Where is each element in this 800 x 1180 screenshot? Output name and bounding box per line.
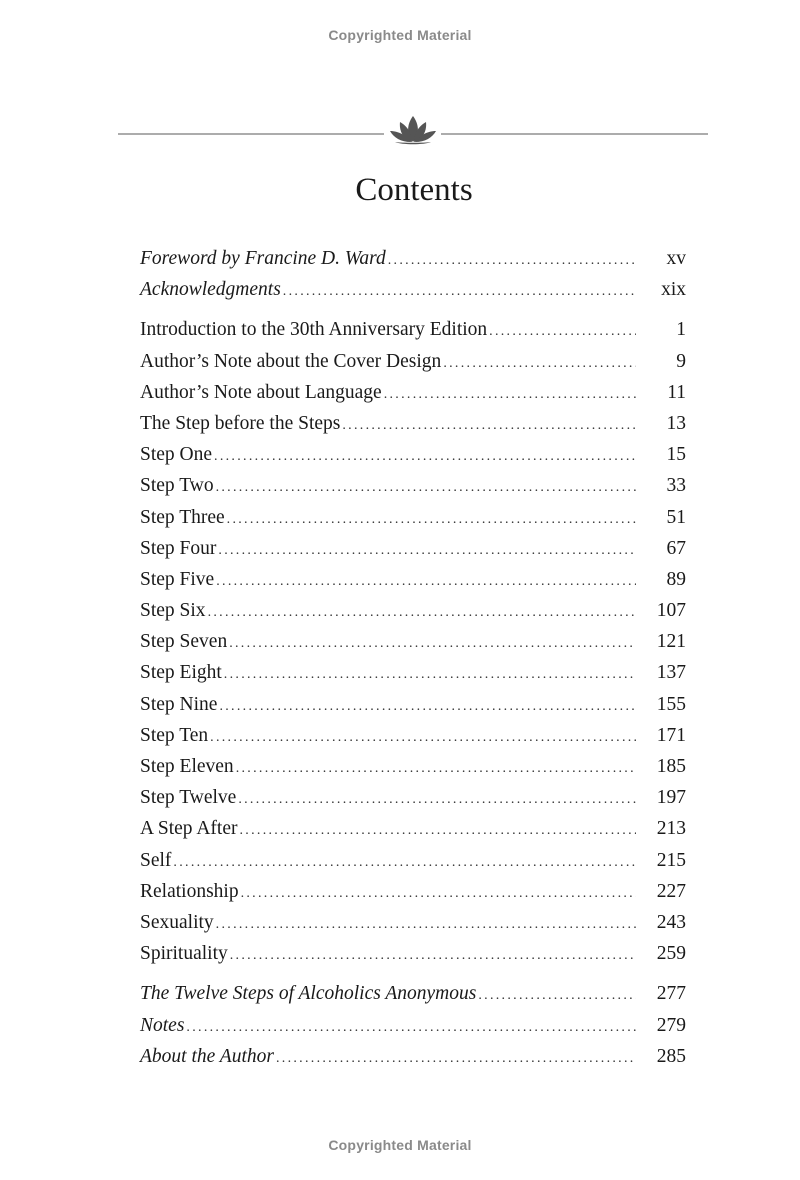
toc-leader-dots [173,847,636,878]
toc-entry-title: Step Six [140,600,206,622]
toc-entry [140,938,686,969]
toc-entry [140,657,686,688]
toc-entry [140,274,686,305]
toc-entry [140,782,686,813]
toc-entry-page: 215 [656,849,686,871]
toc-entry-page: 9 [676,350,686,372]
toc-entry-page: xv [666,248,686,269]
lotus-icon [390,116,436,144]
toc-entry-title: Self [140,849,172,871]
toc-entry-page: 11 [667,381,686,403]
toc-entry [140,595,686,626]
toc-entry-title: Foreword by Francine D. Ward [140,248,386,269]
toc-leader-dots [478,980,636,1011]
toc-entry-title: Step Eight [140,662,222,684]
toc-entry [140,1010,686,1041]
toc-entry [140,533,686,564]
toc-entry-page: 51 [666,506,686,528]
toc-leader-dots [240,815,637,846]
toc-entry [140,314,686,345]
toc-entry-title: Acknowledgments [140,279,281,301]
toc-entry [140,626,686,657]
toc-leader-dots [216,909,636,940]
toc-leader-dots [214,441,636,472]
toc-entry-title: Author’s Note about the Cover Design [140,350,442,372]
toc-entry [140,907,686,938]
toc-entry-title: Step Seven [140,631,228,653]
toc-entry-title: Introduction to the 30th Anniversary Edition [140,319,488,341]
toc-entry-title: Sexuality [140,911,214,933]
toc-leader-dots [230,940,636,971]
toc-leader-dots [227,504,636,535]
toc-leader-dots [238,784,636,815]
toc-entry-title: About the Author [140,1045,274,1067]
toc-entry-title: Step Twelve [140,787,237,809]
toc-entry-title: Step Nine [140,693,218,715]
toc-entry-page: 33 [666,475,686,497]
toc-entry [140,243,686,274]
toc-leader-dots [342,410,636,441]
toc-entry-title: Step Two [140,475,214,497]
toc-leader-dots [388,245,636,276]
toc-leader-dots [216,472,636,503]
copyright-watermark-top: Copyrighted Material [328,27,472,43]
toc-back-matter [140,978,686,1072]
toc-entry-page: 213 [656,818,686,840]
toc-entry-page: 259 [656,943,686,965]
toc-leader-dots [241,878,636,909]
toc-entry [140,502,686,533]
toc-entry-title: Step Five [140,568,215,590]
toc-entry-title: Author’s Note about Language [140,381,382,403]
toc-entry-page: 227 [656,880,686,902]
toc-entry-page: 121 [656,631,686,653]
toc-entry-title: The Step before the Steps [140,412,341,434]
toc-leader-dots [384,379,636,410]
toc-entry-page: 243 [656,911,686,933]
toc-leader-dots [224,659,636,690]
toc-entry-title: Relationship [140,880,239,902]
toc-entry [140,978,686,1009]
copyright-watermark-bottom: Copyrighted Material [328,1137,472,1153]
toc-leader-dots [186,1012,636,1043]
toc-leader-dots [219,691,636,722]
toc-entry-page: 279 [656,1014,686,1036]
page-title: Contents [355,172,473,208]
toc-entry-title: The Twelve Steps of Alcoholics Anonymous [140,983,477,1005]
toc-entry-title: Step Four [140,537,217,559]
toc-entry [140,470,686,501]
toc-entry [140,689,686,720]
toc-entry-page: 15 [666,444,686,466]
toc-entry [140,876,686,907]
toc-leader-dots [276,1043,636,1074]
toc-entry [140,408,686,439]
toc-leader-dots [216,566,636,597]
toc-entry-page: 13 [666,412,686,434]
toc-entry [140,813,686,844]
toc-entry-title: Notes [140,1014,185,1036]
table-of-contents [140,243,686,1072]
toc-entry [140,346,686,377]
toc-entry-title: Step Eleven [140,756,234,777]
toc-entry-page: 285 [656,1045,686,1067]
toc-entry-page: 185 [656,756,686,777]
toc-leader-dots [229,628,636,659]
toc-entry-page: 155 [656,693,686,715]
toc-entry [140,439,686,470]
toc-entry-title: Step One [140,444,213,466]
toc-leader-dots [208,597,636,628]
toc-entry [140,845,686,876]
toc-entry [140,751,686,782]
toc-front-matter [140,243,686,305]
toc-entry-title: Spirituality [140,943,228,965]
toc-entry-page: 137 [656,662,686,684]
toc-entry [140,1041,686,1072]
toc-entry-page: 197 [656,787,686,809]
toc-entry-page: 89 [666,568,686,590]
toc-leader-dots [218,535,636,566]
toc-entry-title: Step Three [140,506,225,528]
toc-entry-page: 277 [656,983,686,1005]
toc-leader-dots [443,348,636,379]
toc-leader-dots [489,316,636,347]
toc-leader-dots [236,753,636,784]
toc-main-chapters [140,314,686,969]
toc-entry-title: Step Ten [140,724,209,746]
toc-leader-dots [210,722,636,753]
toc-entry [140,377,686,408]
toc-entry-title: A Step After [140,818,238,840]
toc-entry-page: xix [661,279,686,301]
lotus-divider-ornament [118,112,708,152]
toc-entry [140,564,686,595]
toc-entry-page: 67 [666,537,686,559]
toc-entry-page: 171 [656,724,686,746]
toc-entry-page: 1 [676,319,686,341]
toc-entry-page: 107 [656,600,686,622]
toc-entry [140,720,686,751]
toc-leader-dots [283,276,636,307]
